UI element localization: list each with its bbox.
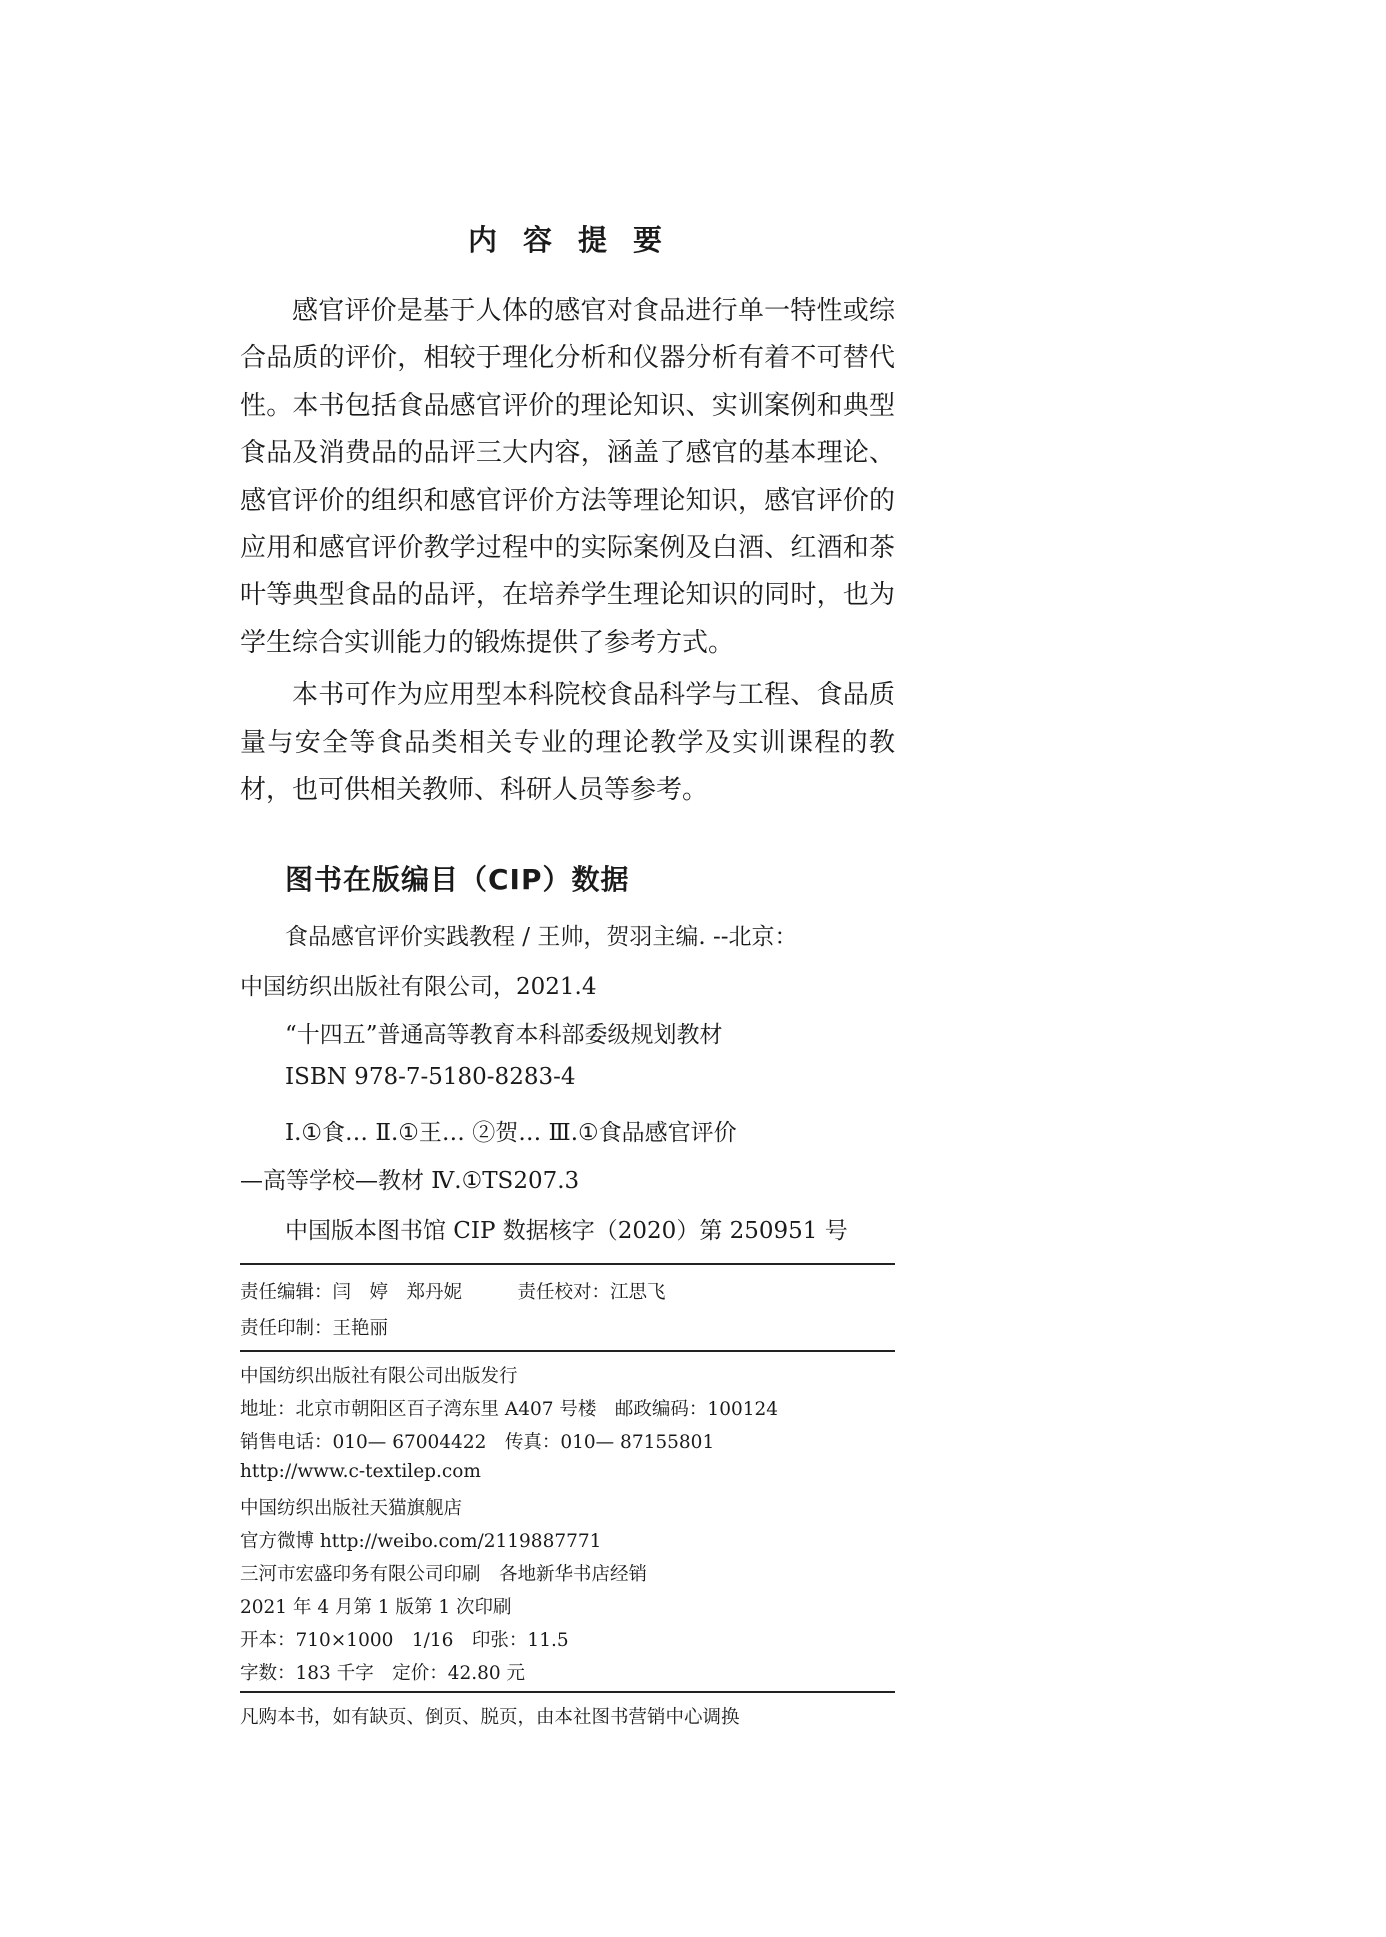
store-line: 中国纺织出版社天猫旗舰店	[240, 1498, 463, 1519]
summary-paragraph: 本书可作为应用型本科院校食品科学与工程、食品质量与安全等食品类相关专业的理论教学及实训课程的教材，也可供相关教师、科研人员等参考。	[240, 680, 895, 806]
format-line: 开本：710×1000 1/16 印张：11.5	[240, 1630, 569, 1651]
summary-body	[240, 288, 895, 819]
weibo-line: 官方微博 http://weibo.com/2119887771	[240, 1531, 602, 1552]
website-line: http://www.c-textilep.com	[240, 1461, 481, 1482]
cip-classification-line: Ⅰ.①食… Ⅱ.①王… ②贺… Ⅲ.①食品感官评价	[285, 1120, 737, 1146]
printer-line: 三河市宏盛印务有限公司印刷 各地新华书店经销	[240, 1564, 648, 1585]
divider	[240, 1263, 895, 1265]
price-line: 字数：183 千字 定价：42.80 元	[240, 1663, 526, 1684]
cip-title-line: 食品感官评价实践教程 / 王帅，贺羽主编. --北京：	[285, 924, 798, 950]
cip-classification-line: —高等学校—教材 Ⅳ.①TS207.3	[240, 1168, 580, 1194]
cip-isbn-line: ISBN 978-7-5180-8283-4	[285, 1064, 576, 1090]
edition-line: 2021 年 4 月第 1 版第 1 次印刷	[240, 1597, 512, 1618]
publisher-line: 中国纺织出版社有限公司出版发行	[240, 1366, 518, 1387]
summary-title: 内容提要	[467, 223, 688, 257]
notice-line: 凡购本书，如有缺页、倒页、脱页，由本社图书营销中心调换	[240, 1707, 740, 1728]
cip-heading: 图书在版编目（CIP）数据	[285, 863, 630, 896]
cip-number-line: 中国版本图书馆 CIP 数据核字（2020）第 250951 号	[285, 1218, 848, 1244]
editor-line: 责任编辑：闫 婷 郑丹妮 责任校对：江思飞	[240, 1282, 666, 1303]
cip-publisher-line: 中国纺织出版社有限公司，2021.4	[240, 974, 597, 1000]
address-line: 地址：北京市朝阳区百子湾东里 A407 号楼 邮政编码：100124	[240, 1399, 779, 1420]
cip-series-line: “十四五”普通高等教育本科部委级规划教材	[285, 1022, 723, 1048]
summary-paragraph: 感官评价是基于人体的感官对食品进行单一特性或综合品质的评价，相较于理化分析和仪器分析有着不可替代性。本书包括食品感官评价的理论知识、实训案例和典型食品及消费品的品评三大内容，涵盖了感官的基本理论、感官评价的组织和感官评价方法等理论知识，感官评价的应用和感官评价教学过程中的实际案例及白酒、红酒和茶叶等典型食品的品评，在培养学生理论知识的同时，也为学生综合实训能力的锻炼提供了参考方式。	[240, 296, 895, 658]
divider	[240, 1691, 895, 1693]
print-manager-line: 责任印制：王艳丽	[240, 1318, 389, 1339]
divider	[240, 1350, 895, 1352]
phone-line: 销售电话：010— 67004422 传真：010— 87155801	[240, 1432, 715, 1453]
